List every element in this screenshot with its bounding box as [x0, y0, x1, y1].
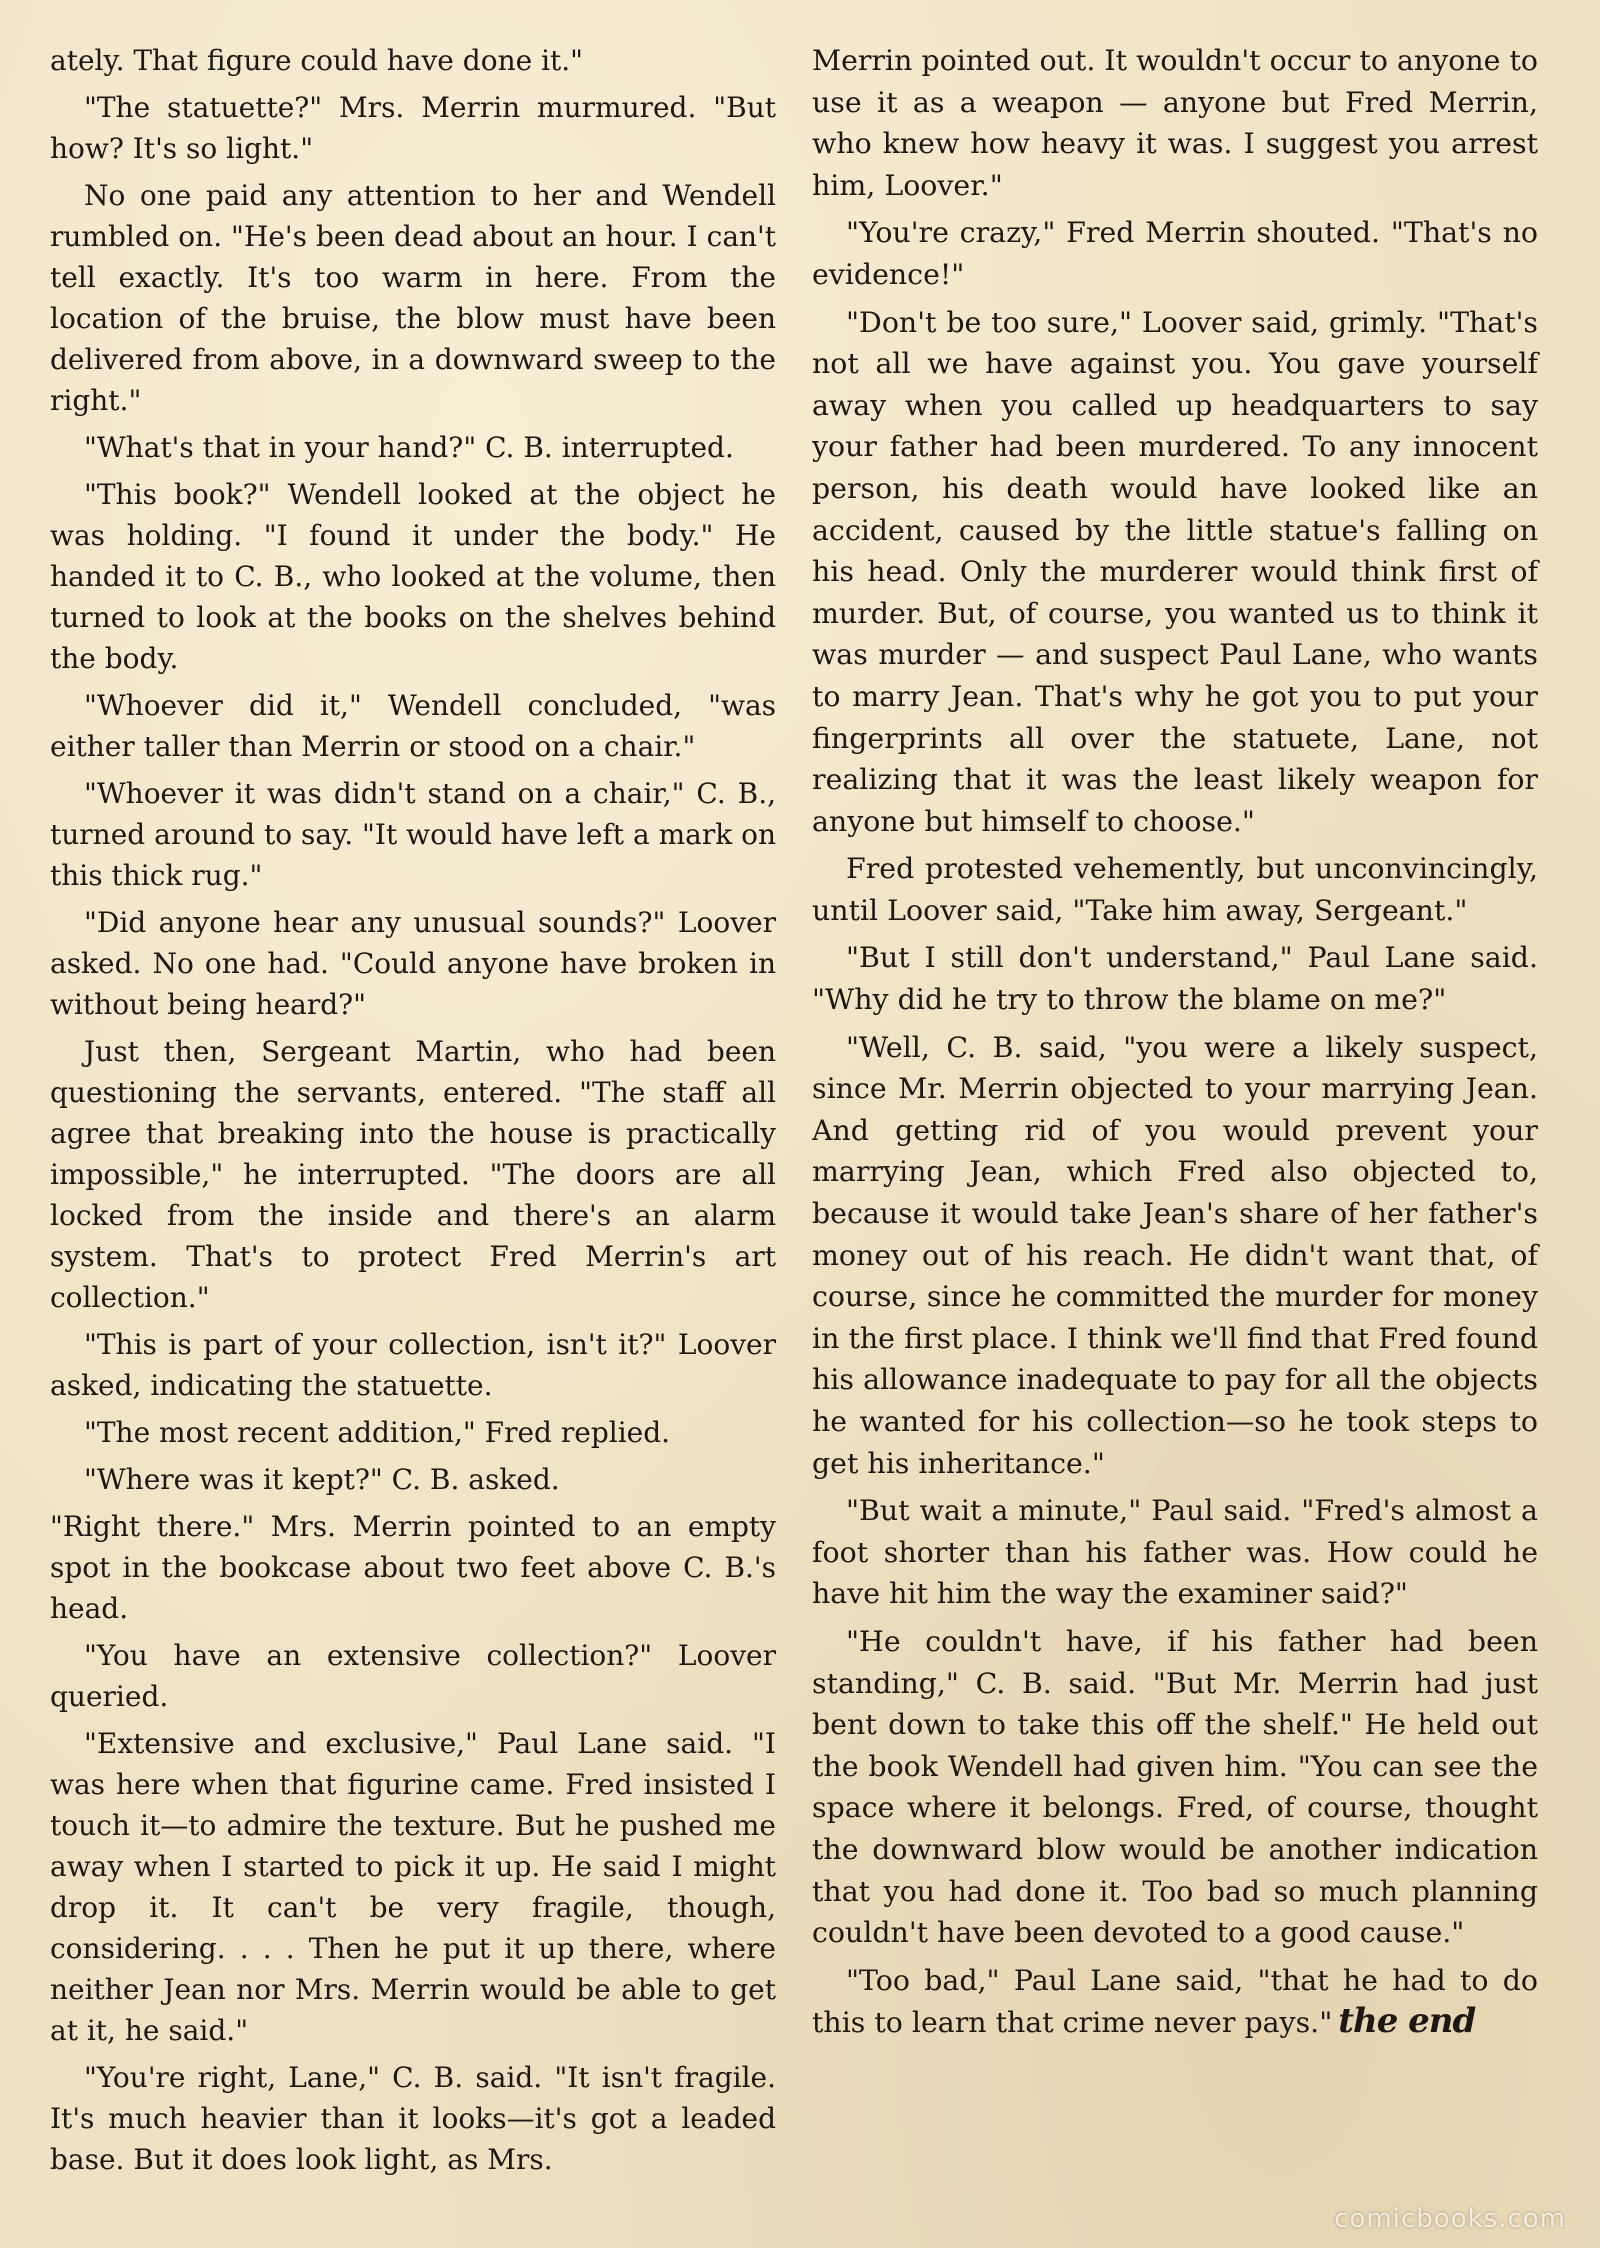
paragraph: "You're crazy," Fred Merrin shouted. "That's no evidence!" [812, 216, 1538, 291]
paragraph: "Extensive and exclusive," Paul Lane said. "I was here when that figurine came. Fred insisted I touch it—to admire the texture. But he pushed me away when I started to pick it up. He said I might drop it. It can't be very fragile, though, considering. . . . Then he put it up there, where neither Jean nor Mrs. Merrin would be able to get at it, he said." [50, 1727, 776, 2047]
paragraph: "Well, C. B. said, "you were a likely suspect, since Mr. Merrin objected to your marrying Jean. And getting rid of you would prevent your marrying Jean, which Fred also objected to, because it would take Jean's share of her father's money out of his reach. He didn't want that, of course, since he committed the murder for money in the first place. I think we'll find that Fred found his allowance inadequate to pay for all the objects he wanted for his collection—so he took steps to get his inheritance." [812, 1030, 1538, 1480]
paragraph: ately. That figure could have done it." [50, 44, 584, 77]
paragraph: "But wait a minute," Paul said. "Fred's almost a foot shorter than his father was. How could he have hit him the way the examiner said?" [812, 1494, 1538, 1611]
paragraph: "You're right, Lane," C. B. said. "It isn't fragile. It's much heavier than it looks—it's got a leaded base. But it does look light, as Mrs. [50, 2061, 776, 2176]
paragraph: "But I still don't understand," Paul Lane said. "Why did he try to throw the blame on me?" [812, 941, 1538, 1017]
paragraph-text: "Too bad," Paul Lane said, "that he had to do this to learn that crime never pays." [812, 1963, 1538, 2040]
final-paragraph [812, 1960, 1538, 2044]
paragraph: "This book?" Wendell looked at the object he was holding. "I found it under the body." He handed it to C. B., who looked at the volume, then turned to look at the books on the shelves behind the body. [50, 478, 776, 675]
paragraph: "Whoever did it," Wendell concluded, "was either taller than Merrin or stood on a chair." [50, 689, 776, 763]
paragraph: "Did anyone hear any unusual sounds?" Loover asked. No one had. "Could anyone have broken in without being heard?" [50, 906, 776, 1021]
paragraph: Merrin pointed out. It wouldn't occur to anyone to use it as a weapon — anyone but Fred Merrin, who knew how heavy it was. I suggest you arrest him, Loover." [812, 44, 1538, 202]
left-column [50, 40, 776, 2186]
paragraph: Fred protested vehemently, but unconvincingly, until Loover said, "Take him away, Sergeant." [812, 852, 1538, 927]
paragraph: "Right there." Mrs. Merrin pointed to an empty spot in the bookcase about two feet above C. B.'s head. [50, 1510, 776, 1625]
paragraph: "He couldn't have, if his father had been standing," C. B. said. "But Mr. Merrin had just bent down to take this off the shelf." He held out the book Wendell had given him. "You can see the space where it belongs. Fred, of course, thought the downward blow would be another indication that you had done it. Too bad so much planning couldn't have been devoted to a good cause." [812, 1624, 1538, 1950]
watermark: comicbooks.com [1334, 2204, 1566, 2234]
paragraph: "The most recent addition," Fred replied. [84, 1416, 671, 1449]
paragraph: "What's that in your hand?" C. B. interrupted. [84, 431, 734, 464]
right-column [812, 40, 1538, 2050]
paragraph: No one paid any attention to her and Wendell rumbled on. "He's been dead about an hour. I can't tell exactly. It's too warm in here. From the location of the bruise, the blow must have been delivered from above, in a downward sweep to the right." [50, 179, 776, 417]
paragraph: "Where was it kept?" C. B. asked. [84, 1463, 560, 1496]
paragraph: "Whoever it was didn't stand on a chair," C. B., turned around to say. "It would have left a mark on this thick rug." [50, 777, 776, 892]
the-end-mark: the end [1338, 2001, 1476, 2042]
paragraph: Just then, Sergeant Martin, who had been questioning the servants, entered. "The staff all agree that breaking into the house is practically impossible," he interrupted. "The doors are all locked from the inside and there's an alarm system. That's to protect Fred Merrin's art collection." [50, 1035, 776, 1314]
paragraph: "The statuette?" Mrs. Merrin murmured. "But how? It's so light." [50, 91, 776, 165]
paragraph: "Don't be too sure," Loover said, grimly. "That's not all we have against you. You gave yourself away when you called up headquarters to say your father had been murdered. To any innocent person, his death would have looked like an accident, caused by the little statue's falling on his head. Only the murderer would think first of murder. But, of course, you wanted us to think it was murder — and suspect Paul Lane, who wants to marry Jean. That's why he got you to put your fingerprints all over the statuete, Lane, not realizing that it was the least likely weapon for anyone but himself to choose." [812, 305, 1538, 838]
paragraph: "You have an extensive collection?" Loover queried. [50, 1639, 776, 1713]
paragraph: "This is part of your collection, isn't it?" Loover asked, indicating the statuette. [50, 1328, 776, 1402]
